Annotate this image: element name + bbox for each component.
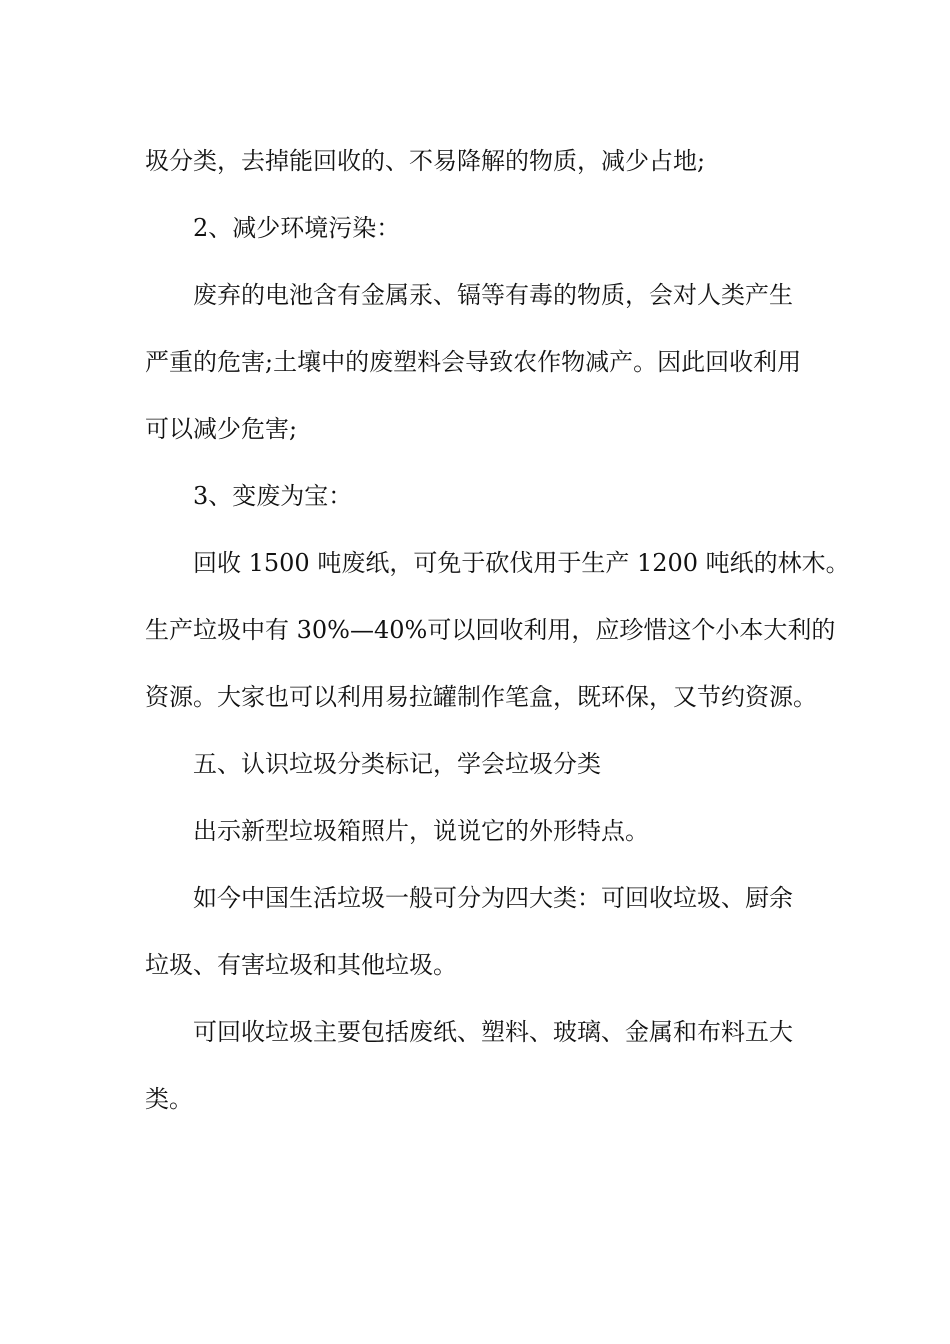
text-line: 圾分类，去掉能回收的、不易降解的物质，减少占地; <box>145 147 706 175</box>
text-line: 如今中国生活垃圾一般可分为四大类：可回收垃圾、厨余 <box>193 884 793 912</box>
text-line: 废弃的电池含有金属汞、镉等有毒的物质，会对人类产生 <box>193 281 793 309</box>
text-line: 可回收垃圾主要包括废纸、塑料、玻璃、金属和布料五大 <box>193 1018 793 1046</box>
text-line: 3、变废为宝： <box>193 482 353 510</box>
text-line: 五、认识垃圾分类标记，学会垃圾分类 <box>193 750 601 778</box>
text-line: 生产垃圾中有 30%—40%可以回收利用，应珍惜这个小本大利的 <box>145 616 836 644</box>
text-line: 可以减少危害; <box>145 415 298 443</box>
text-line: 回收 1500 吨废纸，可免于砍伐用于生产 1200 吨纸的林木。 <box>193 549 850 577</box>
text-line: 类。 <box>145 1085 193 1113</box>
text-line: 垃圾、有害垃圾和其他垃圾。 <box>145 951 457 979</box>
text-line: 资源。大家也可以利用易拉罐制作笔盒，既环保，又节约资源。 <box>145 683 817 711</box>
text-line: 出示新型垃圾箱照片，说说它的外形特点。 <box>193 817 649 845</box>
text-line: 2、减少环境污染： <box>193 214 401 242</box>
document-body <box>145 128 850 1133</box>
text-line: 严重的危害;土壤中的废塑料会导致农作物减产。因此回收利用 <box>145 348 802 376</box>
